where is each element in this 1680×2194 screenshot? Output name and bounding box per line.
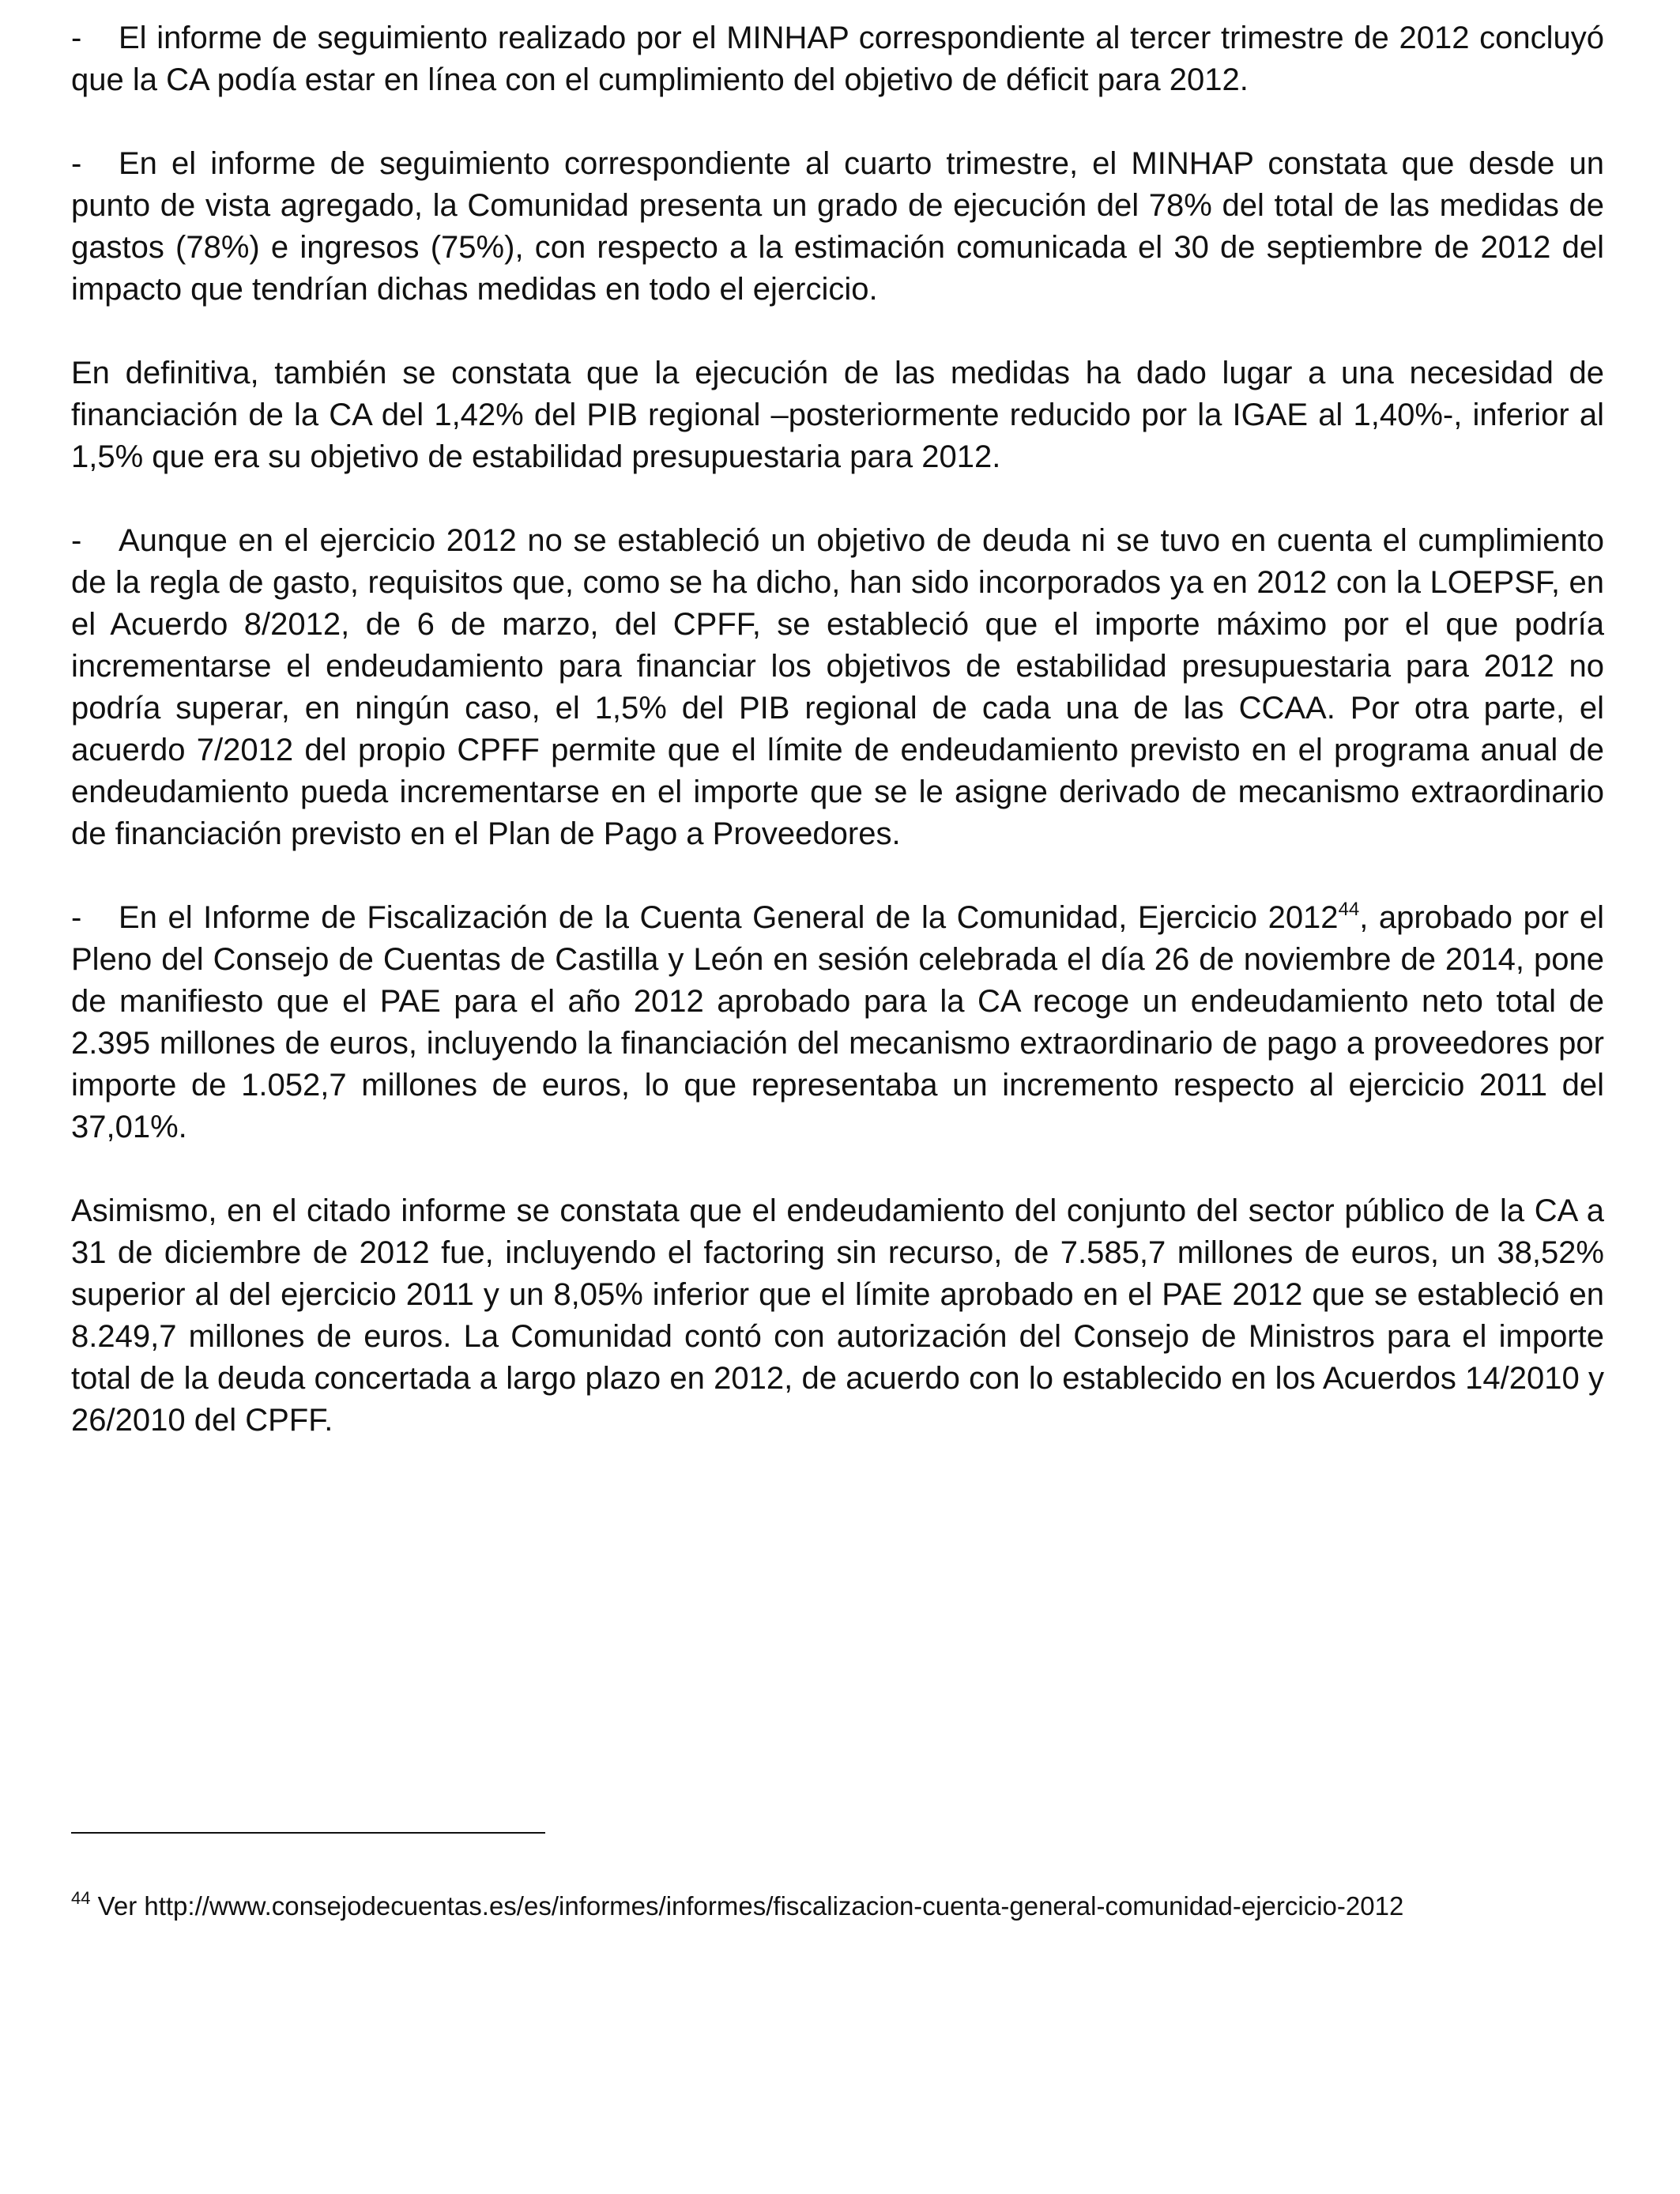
footnote-reference[interactable]: 44 — [1338, 899, 1360, 920]
list-dash: - — [71, 900, 82, 935]
paragraph-public-sector-debt — [71, 1190, 1604, 1442]
footnote — [71, 1889, 1620, 1924]
paragraph-text: En el Informe de Fiscalización de la Cuenta General de la Comunidad, Ejercicio 2012 — [119, 900, 1339, 935]
paragraph-text: Asimismo, en el citado informe se constata que el endeudamiento del conjunto del sector público de la CA a 31 de diciembre de 2012 fue, incluyendo el factoring sin recurso, de 7.585,7 millones de euros, un 38,52% superior al del ejercicio 2011 y un 8,05% inferior que el límite aprobado en el PAE 2012 que se estableció en 8.249,7 millones de euros. La Comunidad contó con autorización del Consejo de Ministros para el importe total de la deuda concertada a largo plazo en 2012, de acuerdo con lo establecido en los Acuerdos 14/2010 y 26/2010 del CPFF. — [71, 1193, 1604, 1438]
list-dash: - — [71, 21, 82, 55]
list-dash: - — [71, 146, 82, 181]
paragraph-fiscalization-report — [71, 897, 1604, 1148]
list-dash: - — [71, 523, 82, 558]
paragraph-text: En definitiva, también se constata que la ejecución de las medidas ha dado lugar a una necesidad de financiación de la CA del 1,42% del PIB regional –posteriormente reducido por la IGAE al 1,40%-, inferior al 1,5% que era su objetivo de estabilidad presupuestaria para 2012. — [71, 356, 1604, 474]
footnote-number: 44 — [71, 1888, 91, 1908]
footnote-separator — [71, 1832, 545, 1834]
footnote-text[interactable]: Ver http://www.consejodecuentas.es/es/informes/informes/fiscalizacion-cuenta-general-comunidad-ejercicio-2012 — [97, 1891, 1404, 1921]
document-body — [71, 17, 1604, 1483]
paragraph-text: , aprobado por el Pleno del Consejo de Cuentas de Castilla y León en sesión celebrada el día 26 de noviembre de 2014, pone de manifiesto que el PAE para el año 2012 aprobado para la CA recoge un endeudamiento neto total de 2.395 millones de euros, incluyendo la financiación del mecanismo extraordinario de pago a proveedores por importe de 1.052,7 millones de euros, lo que representaba un incremento respecto al ejercicio 2011 del 37,01%. — [71, 900, 1604, 1144]
paragraph-minhap-fourth-quarter — [71, 143, 1604, 311]
paragraph-minhap-third-quarter — [71, 17, 1604, 101]
paragraph-conclusion-deficit — [71, 352, 1604, 478]
paragraph-text: El informe de seguimiento realizado por el MINHAP correspondiente al tercer trimestre de 2012 concluyó que la CA podía estar en línea con el cumplimiento del objetivo de déficit para 2012. — [71, 21, 1604, 97]
paragraph-text: En el informe de seguimiento correspondiente al cuarto trimestre, el MINHAP constata que desde un punto de vista agregado, la Comunidad presenta un grado de ejecución del 78% del total de las medidas de gastos (78%) e ingresos (75%), con respecto a la estimación comunicada el 30 de septiembre de 2012 del impacto que tendrían dichas medidas en todo el ejercicio. — [71, 146, 1604, 307]
paragraph-text: Aunque en el ejercicio 2012 no se estableció un objetivo de deuda ni se tuvo en cuenta el cumplimiento de la regla de gasto, requisitos que, como se ha dicho, han sido incorporados ya en 2012 con la LOEPSF, en el Acuerdo 8/2012, de 6 de marzo, del CPFF, se estableció que el importe máximo por el que podría incrementarse el endeudamiento para financiar los objetivos de estabilidad presupuestaria para 2012 no podría superar, en ningún caso, el 1,5% del PIB regional de cada una de las CCAA. Por otra parte, el acuerdo 7/2012 del propio CPFF permite que el límite de endeudamiento previsto en el programa anual de endeudamiento pueda incrementarse en el importe que se le asigne derivado de mecanismo extraordinario de financiación previsto en el Plan de Pago a Proveedores. — [71, 523, 1604, 851]
paragraph-debt-objective — [71, 520, 1604, 855]
